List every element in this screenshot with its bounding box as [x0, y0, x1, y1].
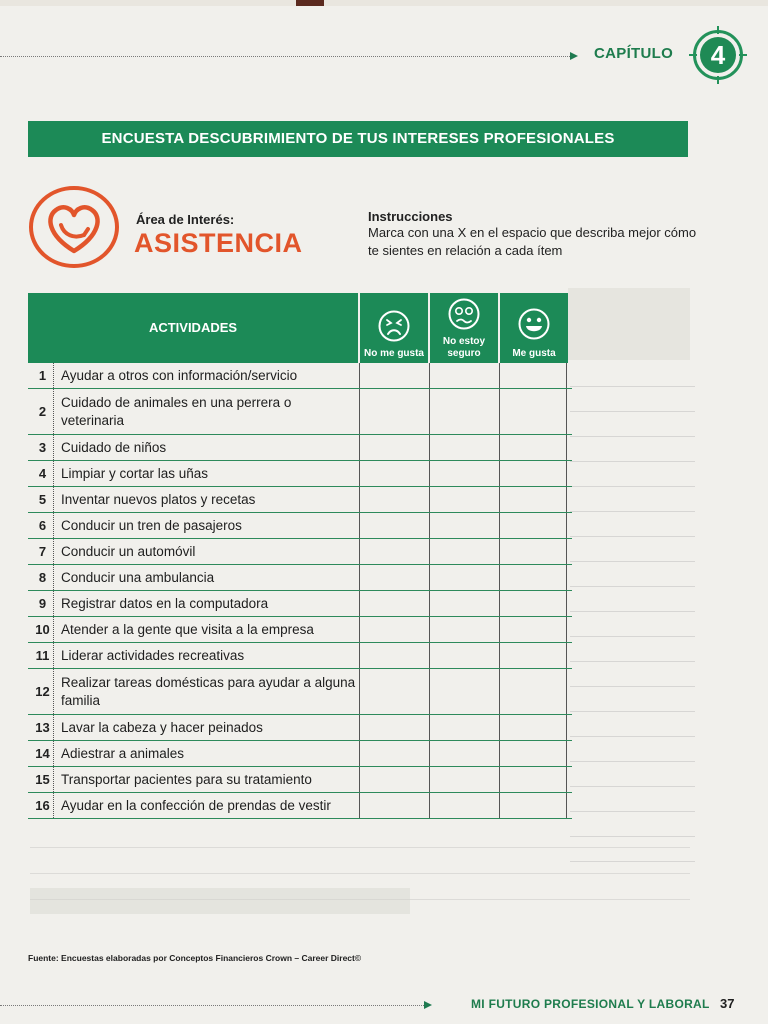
column-header-no-me-gusta	[360, 293, 428, 363]
mark-no-estoy-seguro-cell[interactable]	[429, 669, 497, 714]
activity-text: Cuidado de niños	[61, 439, 167, 455]
activity-text: Atender a la gente que visita a la empresa	[61, 621, 314, 637]
table-row	[28, 669, 572, 715]
mark-no-estoy-seguro-cell[interactable]	[429, 715, 497, 740]
mark-no-estoy-seguro-cell[interactable]	[429, 487, 497, 512]
mark-no-estoy-seguro-cell[interactable]	[429, 565, 497, 590]
page-top-edge	[0, 0, 768, 6]
mark-no-me-gusta-cell[interactable]	[359, 793, 427, 818]
instructions-title: Instrucciones	[368, 209, 453, 224]
mark-no-me-gusta-cell[interactable]	[359, 461, 427, 486]
frown-face-icon	[377, 309, 411, 343]
activity-text: Ayudar a otros con información/servicio	[61, 367, 298, 383]
activity-text: Conducir un automóvil	[61, 543, 196, 559]
column-header-me-gusta	[500, 293, 568, 363]
activity-text: Registrar datos en la computadora	[61, 595, 269, 611]
mark-no-me-gusta-cell[interactable]	[359, 539, 427, 564]
mark-no-estoy-seguro-cell[interactable]	[429, 435, 497, 460]
mark-me-gusta-cell[interactable]	[499, 643, 567, 668]
chapter-label: CAPÍTULO	[594, 45, 674, 62]
column-label: No me gusta	[363, 348, 424, 359]
row-number: 5	[32, 487, 54, 512]
footer-arrow-icon	[424, 1001, 432, 1009]
activities-table	[28, 363, 572, 819]
mark-no-me-gusta-cell[interactable]	[359, 715, 427, 740]
mark-me-gusta-cell[interactable]	[499, 767, 567, 792]
table-row	[28, 591, 572, 617]
table-row	[28, 793, 572, 819]
mark-no-me-gusta-cell[interactable]	[359, 435, 427, 460]
mark-no-me-gusta-cell[interactable]	[359, 513, 427, 538]
table-row	[28, 513, 572, 539]
row-number: 8	[32, 565, 54, 590]
mark-no-estoy-seguro-cell[interactable]	[429, 617, 497, 642]
activity-text: Limpiar y cortar las uñas	[61, 465, 209, 481]
activity-text: Realizar tareas domésticas para ayudar a alguna familia	[61, 674, 356, 708]
mark-no-me-gusta-cell[interactable]	[359, 565, 427, 590]
mark-me-gusta-cell[interactable]	[499, 617, 567, 642]
row-number: 9	[32, 591, 54, 616]
mark-me-gusta-cell[interactable]	[499, 363, 567, 388]
mark-no-me-gusta-cell[interactable]	[359, 487, 427, 512]
row-number: 6	[32, 513, 54, 538]
mark-me-gusta-cell[interactable]	[499, 513, 567, 538]
mark-no-me-gusta-cell[interactable]	[359, 643, 427, 668]
interest-area-label: Área de Interés:	[136, 212, 235, 227]
table-row	[28, 715, 572, 741]
row-number: 13	[32, 715, 54, 740]
table-row	[28, 617, 572, 643]
mark-me-gusta-cell[interactable]	[499, 591, 567, 616]
table-row	[28, 461, 572, 487]
survey-title-banner: ENCUESTA DESCUBRIMIENTO DE TUS INTERESES PROFESIONALES	[28, 121, 688, 157]
ghost-header-block	[568, 288, 690, 360]
mark-me-gusta-cell[interactable]	[499, 435, 567, 460]
mark-no-me-gusta-cell[interactable]	[359, 363, 427, 388]
mark-no-estoy-seguro-cell[interactable]	[429, 793, 497, 818]
activity-text: Lavar la cabeza y hacer peinados	[61, 719, 263, 735]
chapter-badge	[689, 26, 747, 84]
column-header-no-estoy-seguro	[430, 293, 498, 363]
table-row	[28, 363, 572, 389]
row-number: 11	[32, 643, 54, 668]
mark-no-me-gusta-cell[interactable]	[359, 591, 427, 616]
ghost-total-bar	[30, 888, 410, 914]
activity-text: Transportar pacientes para su tratamiento	[61, 771, 312, 787]
mark-me-gusta-cell[interactable]	[499, 715, 567, 740]
table-row	[28, 389, 572, 435]
table-row	[28, 487, 572, 513]
mark-no-me-gusta-cell[interactable]	[359, 389, 427, 434]
row-number: 2	[32, 389, 54, 434]
table-row	[28, 565, 572, 591]
page-number: 37	[720, 996, 735, 1011]
smile-face-icon	[517, 307, 551, 341]
activity-text: Adiestrar a animales	[61, 745, 185, 761]
binding-tab	[296, 0, 324, 6]
table-row	[28, 767, 572, 793]
table-row	[28, 539, 572, 565]
activities-header: ACTIVIDADES	[28, 293, 358, 363]
row-number: 4	[32, 461, 54, 486]
footer-dotted-rule	[0, 1005, 424, 1006]
mark-me-gusta-cell[interactable]	[499, 669, 567, 714]
mark-no-estoy-seguro-cell[interactable]	[429, 741, 497, 766]
row-number: 14	[32, 741, 54, 766]
row-number: 16	[32, 793, 54, 818]
mark-me-gusta-cell[interactable]	[499, 487, 567, 512]
unsure-face-icon	[447, 297, 481, 331]
mark-no-me-gusta-cell[interactable]	[359, 767, 427, 792]
activity-text: Ayudar en la confección de prendas de vestir	[61, 797, 331, 813]
row-number: 12	[32, 669, 54, 714]
chapter-number: 4	[700, 37, 736, 73]
header-dotted-rule	[0, 56, 570, 57]
mark-no-estoy-seguro-cell[interactable]	[429, 643, 497, 668]
activity-text: Cuidado de animales en una perrera o veterinaria	[61, 394, 292, 428]
mark-no-estoy-seguro-cell[interactable]	[429, 539, 497, 564]
mark-me-gusta-cell[interactable]	[499, 461, 567, 486]
row-number: 15	[32, 767, 54, 792]
source-note: Fuente: Encuestas elaboradas por Conceptos Financieros Crown – Career Direct©	[28, 953, 362, 963]
instructions-text: Marca con una X en el espacio que describa mejor cómo te sientes en relación a cada ítem	[368, 225, 697, 258]
table-row	[28, 741, 572, 767]
ghost-table-lines	[570, 362, 695, 882]
activity-text: Conducir una ambulancia	[61, 569, 215, 585]
mark-no-estoy-seguro-cell[interactable]	[429, 591, 497, 616]
table-row	[28, 643, 572, 669]
heart-hands-icon	[28, 185, 120, 269]
row-number: 3	[32, 435, 54, 460]
mark-no-me-gusta-cell[interactable]	[359, 617, 427, 642]
column-label: No estoy seguro	[442, 336, 486, 359]
activity-text: Liderar actividades recreativas	[61, 647, 245, 663]
row-number: 7	[32, 539, 54, 564]
mark-no-me-gusta-cell[interactable]	[359, 669, 427, 714]
header-arrow-icon	[570, 52, 578, 60]
mark-no-estoy-seguro-cell[interactable]	[429, 461, 497, 486]
mark-no-estoy-seguro-cell[interactable]	[429, 513, 497, 538]
mark-me-gusta-cell[interactable]	[499, 565, 567, 590]
row-number: 1	[32, 363, 54, 388]
mark-no-estoy-seguro-cell[interactable]	[429, 363, 497, 388]
column-label: Me gusta	[512, 348, 556, 359]
activity-text: Conducir un tren de pasajeros	[61, 517, 242, 533]
mark-no-estoy-seguro-cell[interactable]	[429, 767, 497, 792]
activity-text: Inventar nuevos platos y recetas	[61, 491, 256, 507]
interest-area-name: ASISTENCIA	[134, 228, 303, 258]
mark-no-estoy-seguro-cell[interactable]	[429, 389, 497, 434]
mark-me-gusta-cell[interactable]	[499, 389, 567, 434]
footer-title: MI FUTURO PROFESIONAL Y LABORAL	[471, 997, 710, 1011]
mark-me-gusta-cell[interactable]	[499, 793, 567, 818]
row-number: 10	[32, 617, 54, 642]
table-row	[28, 435, 572, 461]
mark-me-gusta-cell[interactable]	[499, 741, 567, 766]
mark-me-gusta-cell[interactable]	[499, 539, 567, 564]
mark-no-me-gusta-cell[interactable]	[359, 741, 427, 766]
